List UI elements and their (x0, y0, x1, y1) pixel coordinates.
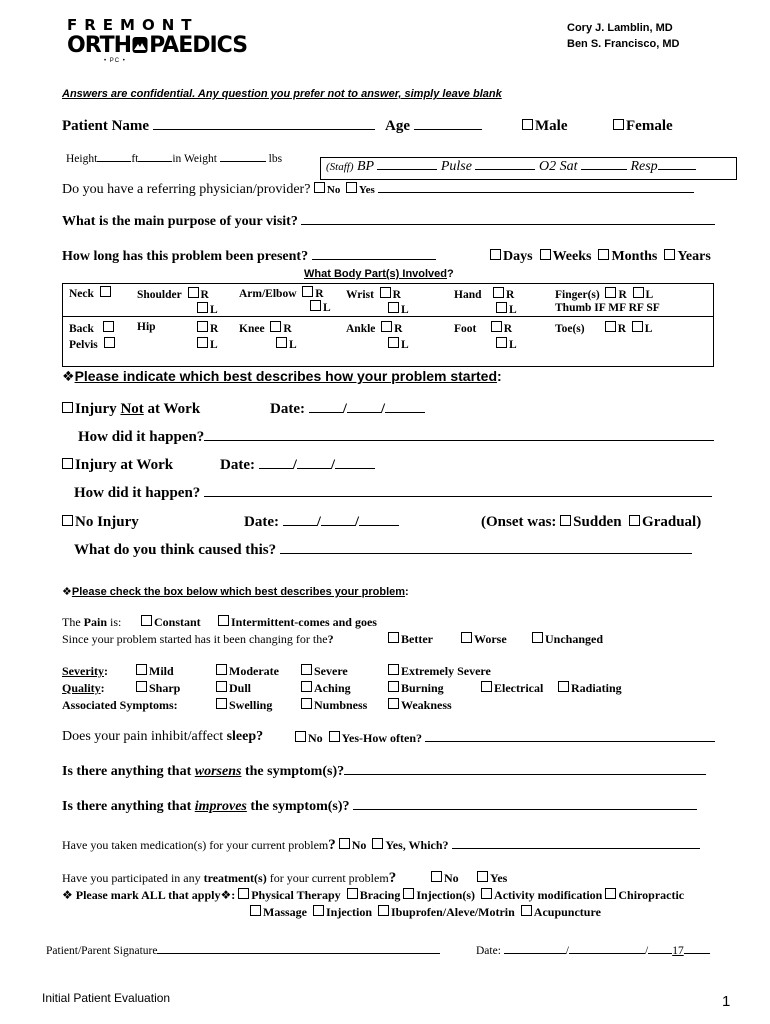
moderate-checkbox[interactable] (216, 664, 227, 675)
foot-option[interactable]: Foot R (454, 323, 513, 335)
associated-symptoms-label: Associated Symptoms: (62, 698, 178, 712)
activity-checkbox[interactable] (481, 888, 492, 899)
sleep-question: Does your pain inhibit/affect (62, 729, 227, 744)
female-option[interactable]: Female (613, 118, 673, 135)
electrical-option[interactable]: Electrical (481, 681, 543, 696)
injury-at-work-option[interactable]: Injury at Work (62, 457, 173, 474)
weakness-checkbox[interactable] (388, 698, 399, 709)
signature-date-label: Date: (476, 945, 501, 957)
pelvis-option[interactable]: Pelvis (69, 337, 117, 351)
logo-paedics: PAEDICS (149, 33, 248, 58)
gradual-option[interactable]: Gradual) (629, 514, 701, 530)
hand-l-option[interactable]: L (496, 302, 517, 316)
purpose-field[interactable] (301, 223, 715, 225)
patient-name-label: Patient Name (62, 118, 150, 134)
started-heading: Please indicate which best describes how your problem started (74, 368, 498, 384)
sleep-yes-checkbox[interactable] (329, 731, 340, 742)
how-happen-2: How did it happen? (74, 485, 201, 501)
mark-all-label: Please mark ALL that apply (75, 888, 221, 902)
date-label-2: Date: (220, 457, 255, 473)
swelling-checkbox[interactable] (216, 698, 227, 709)
resp-label: Resp (630, 159, 658, 174)
weeks-option[interactable]: Weeks (540, 249, 592, 264)
footer-title: Initial Patient Evaluation (42, 991, 171, 1005)
pulse-field[interactable] (475, 168, 535, 170)
sleep-yes-option[interactable]: Yes-How often? (329, 731, 422, 745)
intermittent-checkbox[interactable] (218, 615, 229, 626)
back-option[interactable]: Back (69, 321, 116, 335)
hip-l-option[interactable]: L (197, 337, 218, 351)
burning-checkbox[interactable] (388, 681, 399, 692)
severe-option[interactable]: Severe (301, 664, 348, 679)
o2-label: O2 Sat (538, 159, 578, 174)
weight-field[interactable] (220, 160, 266, 162)
days-option[interactable]: Days (490, 249, 533, 264)
sharp-option[interactable]: Sharp (136, 681, 180, 696)
severe-checkbox[interactable] (301, 664, 312, 675)
gradual-checkbox[interactable] (629, 515, 640, 526)
ibuprofen-checkbox[interactable] (378, 905, 389, 916)
age-label: Age (385, 118, 410, 134)
treatment-no-option[interactable]: No (431, 871, 459, 886)
mild-option[interactable]: Mild (136, 664, 174, 679)
worsens-field[interactable] (344, 773, 706, 775)
hand-l-checkbox[interactable] (496, 302, 507, 313)
sudden-checkbox[interactable] (560, 515, 571, 526)
referring-no-checkbox[interactable] (314, 182, 325, 193)
knee-l-option[interactable]: L (276, 337, 297, 351)
bracing-option[interactable]: Bracing (347, 888, 401, 902)
improves-word: improves (194, 799, 247, 814)
months-checkbox[interactable] (598, 249, 609, 260)
knee-l-checkbox[interactable] (276, 337, 287, 348)
severity-label: Severity (62, 664, 104, 678)
sig-date-month[interactable] (504, 952, 566, 954)
treatment-no-checkbox[interactable] (431, 871, 442, 882)
numbness-checkbox[interactable] (301, 698, 312, 709)
sharp-checkbox[interactable] (136, 681, 147, 692)
treatment-yes-option[interactable]: Yes (477, 871, 507, 886)
confidential-notice: Answers are confidential. Any question you prefer not to answer, simply leave blank (62, 88, 502, 100)
male-option[interactable]: Male (522, 118, 567, 135)
injection-option[interactable]: Injection (313, 905, 372, 919)
doctor-name-1: Cory J. Lamblin, MD (567, 22, 673, 34)
date1-month[interactable] (309, 411, 343, 413)
dull-option[interactable]: Dull (216, 681, 251, 696)
burning-option[interactable]: Burning (388, 681, 444, 696)
height-ft-field[interactable] (97, 160, 131, 162)
hip-option[interactable]: Hip (137, 321, 156, 333)
ankle-option[interactable]: Ankle R (346, 323, 403, 335)
wrist-l-checkbox[interactable] (388, 302, 399, 313)
date2-month[interactable] (259, 467, 293, 469)
injections-option[interactable]: Injection(s) (403, 888, 475, 902)
quality-label: Quality (62, 681, 101, 695)
years-checkbox[interactable] (664, 249, 675, 260)
how-happen-2-field[interactable] (204, 495, 712, 497)
better-checkbox[interactable] (388, 632, 399, 643)
body-parts-title: What Body Part(s) Involved (304, 268, 448, 280)
date3-month[interactable] (283, 524, 317, 526)
how-happen-1: How did it happen? (78, 429, 205, 445)
injury-at-work-checkbox[interactable] (62, 458, 73, 469)
height-in-field[interactable] (138, 160, 172, 162)
injury-not-at-work-option[interactable]: Injury Not at Work (62, 401, 200, 418)
logo-pc: PC (109, 58, 121, 64)
shoulder-r-checkbox[interactable] (188, 287, 199, 298)
armelbow-l-option[interactable]: L (310, 300, 331, 314)
constant-checkbox[interactable] (141, 615, 152, 626)
sleep-no-option[interactable]: No (295, 731, 323, 745)
pt-option[interactable]: Physical Therapy (238, 888, 340, 902)
worsens-word: worsens (194, 764, 242, 779)
logo-fremont: FREMONT (67, 16, 199, 34)
female-checkbox[interactable] (613, 119, 624, 130)
back-checkbox[interactable] (103, 321, 114, 332)
worse-checkbox[interactable] (461, 632, 472, 643)
page-number: 1 (722, 993, 731, 1010)
pt-checkbox[interactable] (238, 888, 249, 899)
dull-checkbox[interactable] (216, 681, 227, 692)
sleep-field[interactable] (425, 740, 715, 742)
radiating-option[interactable]: Radiating (558, 681, 622, 696)
days-checkbox[interactable] (490, 249, 501, 260)
armelbow-l-checkbox[interactable] (310, 300, 321, 311)
fingers-option[interactable]: Finger(s) R L (555, 289, 654, 301)
diamond-bullet-icon: ❖ (62, 369, 75, 385)
ankle-l-option[interactable]: L (388, 337, 409, 351)
months-option[interactable]: Months (598, 249, 657, 264)
date3-year[interactable] (359, 524, 399, 526)
referring-question: Do you have a referring physician/provider? (62, 182, 311, 197)
sig-date-day[interactable] (569, 952, 645, 954)
signature-label: Patient/Parent Signature (46, 945, 158, 957)
foot-l-option[interactable]: L (496, 337, 517, 351)
toes-r-checkbox[interactable] (605, 321, 616, 332)
constant-option[interactable]: Constant (141, 615, 201, 630)
shoulder-option[interactable]: Shoulder R (137, 289, 209, 301)
neck-checkbox[interactable] (100, 286, 111, 297)
shoulder-l-option[interactable]: L (197, 302, 218, 316)
unchanged-checkbox[interactable] (532, 632, 543, 643)
armelbow-r-checkbox[interactable] (302, 286, 313, 297)
massage-checkbox[interactable] (250, 905, 261, 916)
fingers-l-checkbox[interactable] (633, 287, 644, 298)
male-checkbox[interactable] (522, 119, 533, 130)
date-label-1: Date: (270, 401, 305, 417)
chiro-checkbox[interactable] (605, 888, 616, 899)
date-label-3: Date: (244, 514, 279, 530)
wrist-r-checkbox[interactable] (380, 287, 391, 298)
purpose-question: What is the main purpose of your visit? (62, 214, 298, 229)
patient-name-field[interactable] (153, 128, 375, 130)
knee-option[interactable]: Knee R (239, 323, 292, 335)
radiating-checkbox[interactable] (558, 681, 569, 692)
meds-yes-checkbox[interactable] (372, 838, 383, 849)
no-injury-checkbox[interactable] (62, 515, 73, 526)
height-label: Height (66, 153, 98, 165)
date1-year[interactable] (385, 411, 425, 413)
knee-r-checkbox[interactable] (270, 321, 281, 332)
swelling-option[interactable]: Swelling (216, 698, 272, 713)
diamond-bullet-icon: ❖ (62, 585, 72, 598)
pulse-label: Pulse (440, 159, 472, 174)
describe-heading: Please check the box below which best describes your problem (71, 586, 406, 598)
bp-label: BP (357, 159, 374, 174)
ibuprofen-option[interactable]: Ibuprofen/Aleve/Motrin (378, 905, 515, 919)
no-injury-option[interactable]: No Injury (62, 514, 139, 531)
meds-no-option[interactable]: No (339, 838, 367, 852)
o2-field[interactable] (581, 168, 627, 170)
bracing-checkbox[interactable] (347, 888, 358, 899)
ankle-l-checkbox[interactable] (388, 337, 399, 348)
logo-orth: ORTH (67, 33, 132, 58)
thumb-row[interactable]: Thumb IF MF RF SF (555, 302, 660, 314)
injection-checkbox[interactable] (313, 905, 324, 916)
toes-l-checkbox[interactable] (632, 321, 643, 332)
weeks-checkbox[interactable] (540, 249, 551, 260)
hand-option[interactable]: Hand R (454, 289, 515, 301)
chiro-option[interactable]: Chiropractic (605, 888, 684, 902)
cause-question: What do you think caused this? (74, 542, 277, 558)
aching-option[interactable]: Aching (301, 681, 351, 696)
better-option[interactable]: Better (388, 632, 433, 647)
neck-option[interactable]: Neck (69, 286, 113, 300)
pelvis-checkbox[interactable] (104, 337, 115, 348)
electrical-checkbox[interactable] (481, 681, 492, 692)
date3-day[interactable] (321, 524, 355, 526)
duration-field[interactable] (312, 258, 436, 260)
shoulder-l-checkbox[interactable] (197, 302, 208, 313)
resp-field[interactable] (658, 168, 696, 170)
worse-option[interactable]: Worse (461, 632, 507, 647)
massage-option[interactable]: Massage (250, 905, 307, 919)
meds-question: Have you taken medication(s) for your current problem (62, 838, 329, 852)
improves-field[interactable] (353, 808, 697, 810)
years-option[interactable]: Years (664, 249, 710, 264)
sleep-no-checkbox[interactable] (295, 731, 306, 742)
bp-field[interactable] (377, 168, 437, 170)
foot-l-checkbox[interactable] (496, 337, 507, 348)
weakness-option[interactable]: Weakness (388, 698, 452, 713)
how-happen-1-field[interactable] (204, 439, 714, 441)
meds-yes-option[interactable]: Yes, Which? (372, 838, 448, 852)
sudden-option[interactable]: Sudden (560, 514, 621, 530)
acupuncture-option[interactable]: Acupuncture (521, 905, 601, 919)
sig-date-year: 17 (672, 945, 684, 957)
mild-checkbox[interactable] (136, 664, 147, 675)
doctor-name-2: Ben S. Francisco, MD (567, 38, 680, 50)
foot-r-checkbox[interactable] (491, 321, 502, 332)
injury-not-at-work-checkbox[interactable] (62, 402, 73, 413)
aching-checkbox[interactable] (301, 681, 312, 692)
armelbow-option[interactable]: Arm/Elbow R (239, 288, 324, 300)
extremely-severe-option[interactable]: Extremely Severe (388, 664, 491, 679)
activity-option[interactable]: Activity modification (481, 888, 602, 902)
date1-day[interactable] (347, 411, 381, 413)
wrist-option[interactable]: Wrist R (346, 289, 401, 301)
cause-field[interactable] (280, 552, 692, 554)
referring-yes-checkbox[interactable] (346, 182, 357, 193)
hip-l-checkbox[interactable] (197, 337, 208, 348)
ankle-r-checkbox[interactable] (381, 321, 392, 332)
mountain-icon (132, 36, 148, 54)
diamond-bullet-icon: ❖ (62, 888, 73, 902)
fingers-r-checkbox[interactable] (605, 287, 616, 298)
moderate-option[interactable]: Moderate (216, 664, 279, 679)
toes-option[interactable]: Toe(s) R L (555, 323, 653, 335)
acupuncture-checkbox[interactable] (521, 905, 532, 916)
signature-field[interactable] (157, 952, 440, 954)
age-field[interactable] (414, 128, 482, 130)
onset-label: (Onset was: (481, 514, 557, 530)
sig-date-year-pre[interactable] (648, 952, 672, 954)
hip-r-option[interactable]: R (197, 321, 218, 335)
injections-checkbox[interactable] (403, 888, 414, 899)
numbness-option[interactable]: Numbness (301, 698, 367, 713)
referring-field[interactable] (378, 191, 694, 193)
hand-r-checkbox[interactable] (493, 287, 504, 298)
unchanged-option[interactable]: Unchanged (532, 632, 603, 647)
hip-r-checkbox[interactable] (197, 321, 208, 332)
date2-year[interactable] (335, 467, 375, 469)
treatment-yes-checkbox[interactable] (477, 871, 488, 882)
date2-day[interactable] (297, 467, 331, 469)
intermittent-option[interactable]: Intermittent-comes and goes (218, 615, 377, 630)
duration-question: How long has this problem been present? (62, 249, 309, 264)
staff-label: (Staff) (326, 161, 354, 173)
wrist-l-option[interactable]: L (388, 302, 409, 316)
meds-no-checkbox[interactable] (339, 838, 350, 849)
meds-field[interactable] (452, 847, 700, 849)
extremely-severe-checkbox[interactable] (388, 664, 399, 675)
